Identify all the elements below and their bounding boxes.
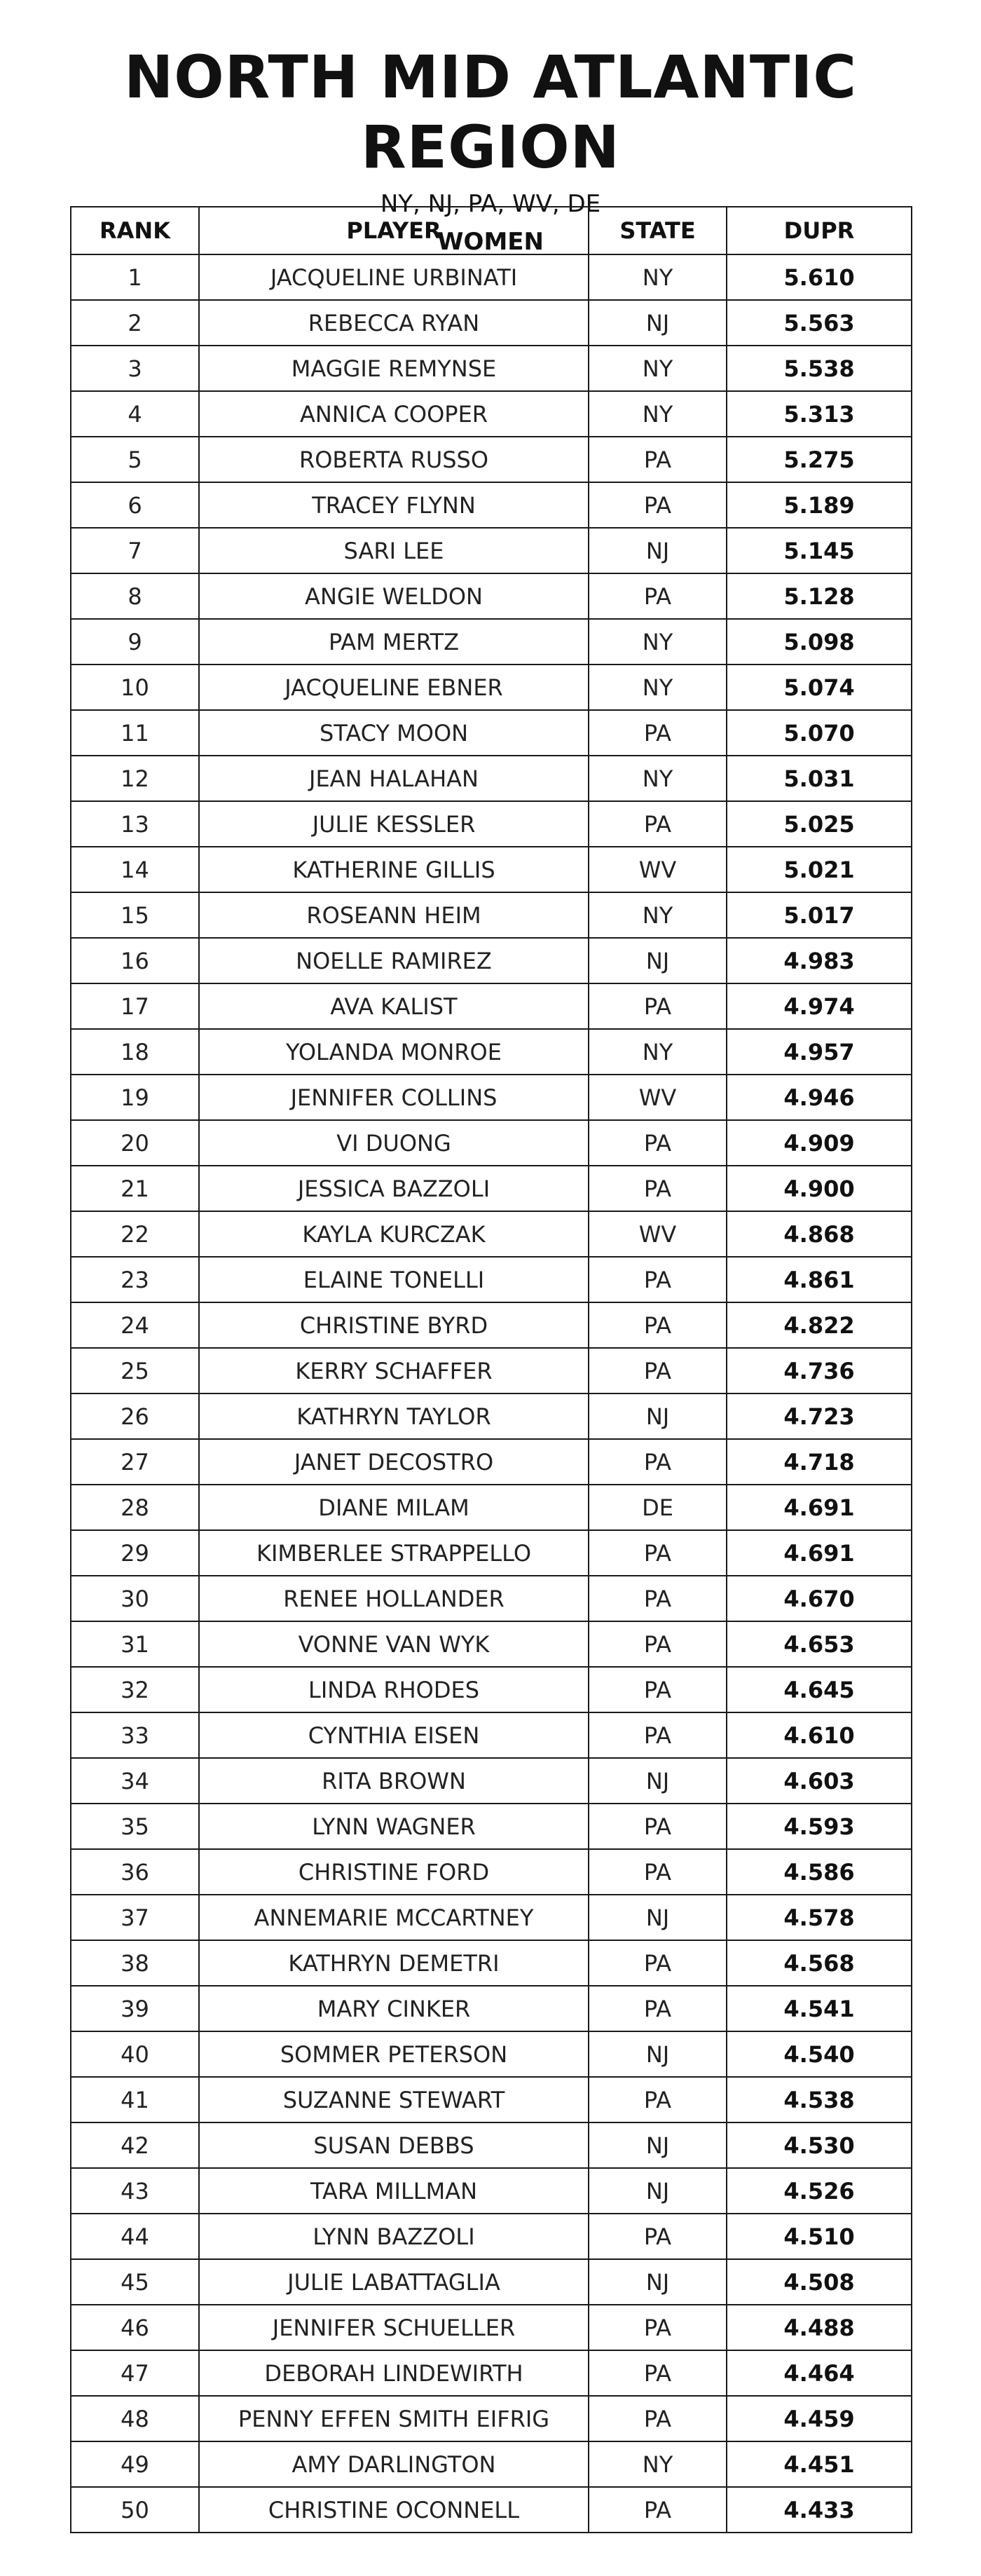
cell-rank: 13 [71, 801, 199, 847]
cell-rank: 6 [71, 482, 199, 528]
cell-dupr: 5.025 [727, 801, 912, 847]
cell-state: PA [589, 1120, 727, 1166]
cell-player: JEAN HALAHAN [199, 756, 589, 801]
cell-dupr: 4.718 [727, 1439, 912, 1485]
cell-dupr: 4.861 [727, 1257, 912, 1302]
cell-dupr: 4.868 [727, 1211, 912, 1257]
cell-player: LINDA RHODES [199, 1667, 589, 1712]
cell-state: PA [589, 2305, 727, 2350]
cell-rank: 9 [71, 619, 199, 665]
cell-state: NJ [589, 2259, 727, 2305]
cell-dupr: 5.031 [727, 756, 912, 801]
cell-player: JULIE LABATTAGLIA [199, 2259, 589, 2305]
cell-state: PA [589, 2077, 727, 2122]
cell-rank: 20 [71, 1120, 199, 1166]
cell-rank: 11 [71, 710, 199, 756]
cell-dupr: 4.578 [727, 1895, 912, 1940]
cell-rank: 5 [71, 437, 199, 482]
cell-rank: 2 [71, 300, 199, 346]
cell-state: NJ [589, 300, 727, 346]
cell-state: PA [589, 2487, 727, 2533]
cell-rank: 4 [71, 391, 199, 437]
cell-dupr: 4.451 [727, 2441, 912, 2487]
cell-state: NJ [589, 528, 727, 573]
table-row [71, 2396, 912, 2441]
cell-state: PA [589, 1940, 727, 1986]
table-row [71, 300, 912, 346]
cell-rank: 15 [71, 892, 199, 938]
table-row [71, 1166, 912, 1211]
cell-state: PA [589, 710, 727, 756]
cell-rank: 25 [71, 1348, 199, 1393]
cell-rank: 37 [71, 1895, 199, 1940]
cell-rank: 50 [71, 2487, 199, 2533]
cell-dupr: 4.586 [727, 1849, 912, 1895]
cell-player: ELAINE TONELLI [199, 1257, 589, 1302]
cell-dupr: 4.974 [727, 983, 912, 1029]
cell-dupr: 4.909 [727, 1120, 912, 1166]
table-row [71, 1712, 912, 1758]
cell-state: DE [589, 1485, 727, 1530]
cell-rank: 49 [71, 2441, 199, 2487]
table-row [71, 254, 912, 300]
cell-player: AMY DARLINGTON [199, 2441, 589, 2487]
cell-rank: 36 [71, 1849, 199, 1895]
cell-player: JACQUELINE URBINATI [199, 254, 589, 300]
table-row [71, 938, 912, 983]
cell-player: TRACEY FLYNN [199, 482, 589, 528]
cell-state: PA [589, 1166, 727, 1211]
cell-rank: 16 [71, 938, 199, 983]
cell-rank: 48 [71, 2396, 199, 2441]
cell-rank: 24 [71, 1302, 199, 1348]
cell-state: PA [589, 801, 727, 847]
cell-rank: 27 [71, 1439, 199, 1485]
table-row [71, 619, 912, 665]
cell-rank: 34 [71, 1758, 199, 1804]
cell-player: KAYLA KURCZAK [199, 1211, 589, 1257]
table-row [71, 1530, 912, 1576]
cell-player: DIANE MILAM [199, 1485, 589, 1530]
cell-dupr: 4.593 [727, 1804, 912, 1849]
cell-dupr: 5.128 [727, 573, 912, 619]
cell-state: WV [589, 1211, 727, 1257]
table-row [71, 1667, 912, 1712]
cell-dupr: 5.563 [727, 300, 912, 346]
table-row [71, 2441, 912, 2487]
cell-player: KIMBERLEE STRAPPELLO [199, 1530, 589, 1576]
cell-dupr: 5.098 [727, 619, 912, 665]
table-row [71, 710, 912, 756]
cell-state: NJ [589, 938, 727, 983]
cell-rank: 33 [71, 1712, 199, 1758]
cell-dupr: 4.670 [727, 1576, 912, 1621]
cell-player: YOLANDA MONROE [199, 1029, 589, 1075]
cell-dupr: 5.313 [727, 391, 912, 437]
cell-rank: 28 [71, 1485, 199, 1530]
table-row [71, 892, 912, 938]
cell-dupr: 5.074 [727, 665, 912, 710]
cell-state: NJ [589, 1758, 727, 1804]
cell-state: NJ [589, 1895, 727, 1940]
table-row [71, 346, 912, 391]
category-label: WOMEN [437, 228, 544, 256]
cell-dupr: 4.540 [727, 2031, 912, 2077]
cell-rank: 7 [71, 528, 199, 573]
cell-state: PA [589, 482, 727, 528]
table-row [71, 2487, 912, 2533]
cell-rank: 42 [71, 2122, 199, 2168]
cell-dupr: 4.822 [727, 1302, 912, 1348]
table-row [71, 1029, 912, 1075]
column-header-player: PLAYER [199, 207, 589, 254]
cell-rank: 44 [71, 2214, 199, 2259]
cell-rank: 43 [71, 2168, 199, 2214]
table-header-row [71, 207, 912, 254]
cell-player: KATHERINE GILLIS [199, 847, 589, 892]
cell-rank: 3 [71, 346, 199, 391]
cell-state: NY [589, 756, 727, 801]
table-row [71, 437, 912, 482]
cell-dupr: 5.189 [727, 482, 912, 528]
cell-player: AVA KALIST [199, 983, 589, 1029]
cell-rank: 12 [71, 756, 199, 801]
cell-player: PENNY EFFEN SMITH EIFRIG [199, 2396, 589, 2441]
table-row [71, 1393, 912, 1439]
cell-state: PA [589, 1804, 727, 1849]
cell-player: KATHRYN DEMETRI [199, 1940, 589, 1986]
cell-state: NY [589, 1029, 727, 1075]
cell-state: NY [589, 2441, 727, 2487]
cell-state: NY [589, 391, 727, 437]
cell-player: JENNIFER SCHUELLER [199, 2305, 589, 2350]
cell-player: LYNN BAZZOLI [199, 2214, 589, 2259]
cell-dupr: 4.603 [727, 1758, 912, 1804]
table-row [71, 1895, 912, 1940]
region-states: NY, NJ, PA, WV, DE [380, 190, 601, 218]
cell-player: RITA BROWN [199, 1758, 589, 1804]
cell-state: PA [589, 1348, 727, 1393]
cell-dupr: 4.526 [727, 2168, 912, 2214]
table-row [71, 983, 912, 1029]
cell-player: LYNN WAGNER [199, 1804, 589, 1849]
cell-rank: 23 [71, 1257, 199, 1302]
cell-rank: 18 [71, 1029, 199, 1075]
cell-state: NJ [589, 2122, 727, 2168]
cell-player: VI DUONG [199, 1120, 589, 1166]
cell-rank: 31 [71, 1621, 199, 1667]
cell-rank: 45 [71, 2259, 199, 2305]
rankings-table [70, 206, 912, 2533]
cell-player: SOMMER PETERSON [199, 2031, 589, 2077]
table-row [71, 801, 912, 847]
table-row [71, 847, 912, 892]
cell-dupr: 5.145 [727, 528, 912, 573]
cell-rank: 8 [71, 573, 199, 619]
table-row [71, 2077, 912, 2122]
cell-state: NY [589, 892, 727, 938]
cell-dupr: 5.275 [727, 437, 912, 482]
cell-rank: 40 [71, 2031, 199, 2077]
cell-rank: 17 [71, 983, 199, 1029]
cell-rank: 14 [71, 847, 199, 892]
cell-player: MAGGIE REMYNSE [199, 346, 589, 391]
cell-dupr: 4.645 [727, 1667, 912, 1712]
cell-player: ROBERTA RUSSO [199, 437, 589, 482]
cell-state: PA [589, 983, 727, 1029]
table-row [71, 1302, 912, 1348]
table-row [71, 391, 912, 437]
cell-rank: 47 [71, 2350, 199, 2396]
cell-dupr: 4.983 [727, 938, 912, 983]
cell-state: NY [589, 665, 727, 710]
cell-dupr: 4.433 [727, 2487, 912, 2533]
cell-state: PA [589, 573, 727, 619]
cell-player: CHRISTINE FORD [199, 1849, 589, 1895]
table-row [71, 2168, 912, 2214]
table-row [71, 1986, 912, 2031]
cell-player: SUZANNE STEWART [199, 2077, 589, 2122]
cell-player: SUSAN DEBBS [199, 2122, 589, 2168]
cell-dupr: 4.488 [727, 2305, 912, 2350]
table-body [71, 254, 912, 2533]
cell-rank: 19 [71, 1075, 199, 1120]
column-header-dupr: DUPR [727, 207, 912, 254]
cell-state: PA [589, 1667, 727, 1712]
cell-dupr: 4.510 [727, 2214, 912, 2259]
table-row [71, 1621, 912, 1667]
cell-rank: 32 [71, 1667, 199, 1712]
cell-player: CHRISTINE BYRD [199, 1302, 589, 1348]
cell-state: NY [589, 619, 727, 665]
column-header-rank: RANK [71, 207, 199, 254]
cell-player: MARY CINKER [199, 1986, 589, 2031]
table-row [71, 528, 912, 573]
cell-dupr: 4.459 [727, 2396, 912, 2441]
rankings-table-container [70, 206, 911, 2533]
cell-dupr: 4.541 [727, 1986, 912, 2031]
column-header-state: STATE [589, 207, 727, 254]
table-row [71, 1485, 912, 1530]
table-row [71, 2122, 912, 2168]
cell-state: PA [589, 1576, 727, 1621]
cell-player: KATHRYN TAYLOR [199, 1393, 589, 1439]
cell-rank: 22 [71, 1211, 199, 1257]
cell-player: VONNE VAN WYK [199, 1621, 589, 1667]
cell-rank: 26 [71, 1393, 199, 1439]
cell-state: PA [589, 1302, 727, 1348]
cell-dupr: 4.900 [727, 1166, 912, 1211]
cell-dupr: 5.017 [727, 892, 912, 938]
cell-player: ROSEANN HEIM [199, 892, 589, 938]
table-row [71, 665, 912, 710]
cell-player: PAM MERTZ [199, 619, 589, 665]
table-row [71, 1849, 912, 1895]
cell-player: JULIE KESSLER [199, 801, 589, 847]
cell-rank: 35 [71, 1804, 199, 1849]
table-row [71, 1075, 912, 1120]
cell-dupr: 5.610 [727, 254, 912, 300]
cell-player: ANGIE WELDON [199, 573, 589, 619]
cell-rank: 29 [71, 1530, 199, 1576]
cell-player: TARA MILLMAN [199, 2168, 589, 2214]
cell-player: SARI LEE [199, 528, 589, 573]
cell-rank: 21 [71, 1166, 199, 1211]
cell-state: PA [589, 2350, 727, 2396]
cell-rank: 10 [71, 665, 199, 710]
cell-player: JESSICA BAZZOLI [199, 1166, 589, 1211]
cell-state: NY [589, 346, 727, 391]
table-row [71, 2031, 912, 2077]
cell-player: CHRISTINE OCONNELL [199, 2487, 589, 2533]
cell-rank: 46 [71, 2305, 199, 2350]
cell-state: PA [589, 1439, 727, 1485]
cell-dupr: 4.691 [727, 1485, 912, 1530]
cell-state: PA [589, 1849, 727, 1895]
cell-player: DEBORAH LINDEWIRTH [199, 2350, 589, 2396]
cell-dupr: 4.957 [727, 1029, 912, 1075]
table-row [71, 1348, 912, 1393]
cell-dupr: 4.653 [727, 1621, 912, 1667]
cell-dupr: 5.070 [727, 710, 912, 756]
cell-dupr: 4.538 [727, 2077, 912, 2122]
cell-dupr: 4.508 [727, 2259, 912, 2305]
cell-dupr: 4.610 [727, 1712, 912, 1758]
table-row [71, 2305, 912, 2350]
cell-dupr: 4.946 [727, 1075, 912, 1120]
cell-state: NY [589, 254, 727, 300]
table-row [71, 1940, 912, 1986]
cell-rank: 39 [71, 1986, 199, 2031]
cell-state: PA [589, 2214, 727, 2259]
cell-state: PA [589, 437, 727, 482]
cell-dupr: 5.538 [727, 346, 912, 391]
page-title: NORTH MID ATLANTIC REGION [123, 43, 858, 182]
cell-dupr: 4.736 [727, 1348, 912, 1393]
cell-state: PA [589, 1986, 727, 2031]
table-row [71, 756, 912, 801]
table-row [71, 1257, 912, 1302]
cell-rank: 41 [71, 2077, 199, 2122]
cell-player: ANNICA COOPER [199, 391, 589, 437]
cell-player: NOELLE RAMIREZ [199, 938, 589, 983]
cell-state: PA [589, 1621, 727, 1667]
cell-state: WV [589, 1075, 727, 1120]
table-row [71, 1758, 912, 1804]
cell-state: NJ [589, 2168, 727, 2214]
cell-dupr: 4.464 [727, 2350, 912, 2396]
cell-player: CYNTHIA EISEN [199, 1712, 589, 1758]
table-row [71, 2214, 912, 2259]
cell-rank: 38 [71, 1940, 199, 1986]
cell-rank: 1 [71, 254, 199, 300]
cell-dupr: 5.021 [727, 847, 912, 892]
cell-state: WV [589, 847, 727, 892]
cell-player: JENNIFER COLLINS [199, 1075, 589, 1120]
cell-dupr: 4.691 [727, 1530, 912, 1576]
cell-state: PA [589, 2396, 727, 2441]
table-row [71, 1439, 912, 1485]
table-row [71, 1211, 912, 1257]
cell-rank: 30 [71, 1576, 199, 1621]
table-row [71, 1804, 912, 1849]
cell-player: JANET DECOSTRO [199, 1439, 589, 1485]
table-row [71, 573, 912, 619]
cell-player: RENEE HOLLANDER [199, 1576, 589, 1621]
cell-state: PA [589, 1530, 727, 1576]
cell-player: KERRY SCHAFFER [199, 1348, 589, 1393]
cell-player: ANNEMARIE MCCARTNEY [199, 1895, 589, 1940]
table-row [71, 482, 912, 528]
cell-state: NJ [589, 2031, 727, 2077]
cell-state: PA [589, 1257, 727, 1302]
table-row [71, 2350, 912, 2396]
cell-dupr: 4.723 [727, 1393, 912, 1439]
cell-player: JACQUELINE EBNER [199, 665, 589, 710]
table-row [71, 2259, 912, 2305]
cell-state: PA [589, 1712, 727, 1758]
cell-state: NJ [589, 1393, 727, 1439]
cell-player: REBECCA RYAN [199, 300, 589, 346]
table-row [71, 1576, 912, 1621]
cell-dupr: 4.568 [727, 1940, 912, 1986]
cell-dupr: 4.530 [727, 2122, 912, 2168]
table-row [71, 1120, 912, 1166]
cell-player: STACY MOON [199, 710, 589, 756]
